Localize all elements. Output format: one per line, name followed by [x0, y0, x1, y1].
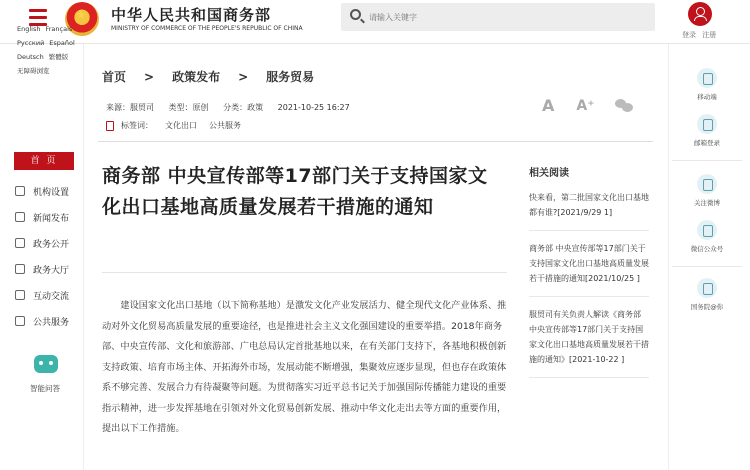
meta-source: 来源：服贸司 [106, 103, 154, 112]
title-divider [102, 272, 507, 273]
article-meta [106, 102, 362, 113]
lang-russian[interactable]: Pусский [17, 39, 45, 47]
mobile-icon [697, 68, 717, 88]
crumb-sep: > [238, 70, 249, 84]
language-links [17, 22, 81, 78]
service-icon [15, 316, 25, 326]
font-size-large-button[interactable]: A [542, 96, 555, 115]
tag-icon [106, 121, 114, 131]
crumb-sep: > [144, 70, 155, 84]
user-icon[interactable] [688, 2, 712, 26]
nav-label: 政务公开 [33, 239, 70, 250]
robot-icon[interactable] [34, 355, 58, 373]
article-body: 建设国家文化出口基地（以下简称基地）是激发文化产业发展活力、健全现代文化产业体系、推动对外文化贸易高质量发展的重要途径，也是推进社会主义文化强国建设的重要举措。2018年商务部、中央宣传部、文化和旅游部、广电总局认定首批基地以来，在有关部门支持下，各基地积极创新支持政策、培育市场主体、开拓海外市场，发展动能不断增强，集聚效应逐步显现，但也存在政策体系不够完善、发展合力有待凝聚等问题。为贯彻落实习近平总书记关于加强国际传播能力建设的重要指示精神，进一步发挥基地在引领对外文化贸易创新发展、推动中华文化走出去等方面的重要作用，提出以下工作措施。 [102, 300, 507, 434]
meta-category: 分类：政策 [223, 103, 264, 112]
article-tools [542, 96, 633, 115]
crumb-home[interactable]: 首页 [102, 70, 127, 84]
right-divider [672, 266, 742, 267]
search-box [341, 3, 655, 31]
related-item[interactable]: 商务部 中央宣传部等17部门关于支持国家文化出口基地高质量发展若干措施的通知[2021/10/25 ] [529, 241, 649, 297]
lang-spanish[interactable]: Español [49, 39, 75, 47]
related-item[interactable]: 服贸司有关负责人解读《商务部 中央宣传部等17部门关于支持国家文化出口基地高质量发展若干措施的通知》[2021-10-22 ] [529, 307, 649, 378]
search-input[interactable] [369, 3, 649, 31]
right-sidebar [668, 44, 750, 470]
breadcrumb [102, 68, 332, 85]
mobile-label: 移动端 [697, 93, 717, 101]
tag-culture-export[interactable]: 文化出口 [165, 121, 197, 130]
org-icon [15, 186, 25, 196]
state-council-link[interactable] [672, 278, 742, 311]
wechat-link[interactable] [672, 220, 742, 253]
right-divider [672, 160, 742, 161]
tags-label: 标签词： [121, 121, 153, 130]
crumb-policy[interactable]: 政策发布 [172, 70, 221, 84]
side-nav [15, 178, 83, 334]
site-name[interactable]: 中华人民共和国商务部 [111, 6, 272, 24]
chat-icon [15, 290, 25, 300]
email-label: 邮箱登录 [694, 139, 720, 147]
document-icon [15, 238, 25, 248]
email-link[interactable] [672, 114, 742, 147]
lang-german[interactable]: Deutsch [17, 53, 44, 61]
nav-label: 机构设置 [33, 187, 70, 198]
mail-icon [697, 114, 717, 134]
register-link[interactable]: 注册 [702, 31, 717, 39]
tag-public-service[interactable]: 公共服务 [209, 121, 241, 130]
news-icon [15, 212, 25, 222]
ai-qa-label[interactable]: 智能问答 [30, 384, 60, 393]
nav-home[interactable]: 首 页 [14, 152, 74, 170]
related-title: 相关阅读 [529, 168, 569, 179]
font-size-increase-button[interactable]: A⁺ [576, 97, 595, 114]
wechat-share-icon[interactable] [615, 99, 633, 113]
state-council-label: 国务院@你 [690, 303, 724, 311]
weibo-icon [697, 174, 717, 194]
related-item[interactable]: 快来看，第二批国家文化出口基地都有谁?[2021/9/29 1] [529, 190, 649, 231]
nav-item-org[interactable] [15, 178, 83, 204]
related-list [529, 190, 649, 388]
lang-french[interactable]: Français [45, 25, 73, 33]
nav-item-gov-hall[interactable] [15, 256, 83, 282]
nav-label: 政务大厅 [33, 265, 70, 276]
header-divider [98, 141, 653, 142]
site-name-en: MINISTRY OF COMMERCE OF THE PEOPLE'S REPUBLIC OF CHINA [111, 25, 303, 32]
accessibility-link[interactable]: 无障碍浏览 [17, 67, 50, 75]
mobile-link[interactable] [672, 68, 742, 101]
crumb-service-trade[interactable]: 服务贸易 [266, 70, 315, 84]
nav-item-interaction[interactable] [15, 282, 83, 308]
nav-label: 互动交流 [33, 291, 70, 302]
wechat-icon [697, 220, 717, 240]
state-council-icon [697, 278, 717, 298]
login-links [682, 30, 720, 40]
login-link[interactable]: 登录 [682, 31, 696, 39]
nav-label: 公共服务 [33, 317, 70, 328]
nav-label: 新闻发布 [33, 213, 70, 224]
article-tags [106, 120, 253, 131]
hall-icon [15, 264, 25, 274]
meta-date: 2021-10-25 16:27 [277, 103, 350, 112]
weibo-link[interactable] [672, 174, 742, 207]
nav-item-gov-open[interactable] [15, 230, 83, 256]
lang-english[interactable]: English [17, 25, 41, 33]
article-title: 商务部 中央宣传部等17部门关于支持国家文化出口基地高质量发展若干措施的通知 [102, 165, 488, 218]
nav-item-public-service[interactable] [15, 308, 83, 334]
lang-traditional[interactable]: 繁體版 [48, 53, 69, 61]
site-header [0, 0, 750, 44]
weibo-label: 关注微博 [694, 199, 720, 207]
nav-item-news[interactable] [15, 204, 83, 230]
meta-type: 类型：原创 [168, 103, 209, 112]
wechat-label: 微信公众号 [690, 245, 724, 253]
search-icon[interactable] [350, 9, 361, 20]
